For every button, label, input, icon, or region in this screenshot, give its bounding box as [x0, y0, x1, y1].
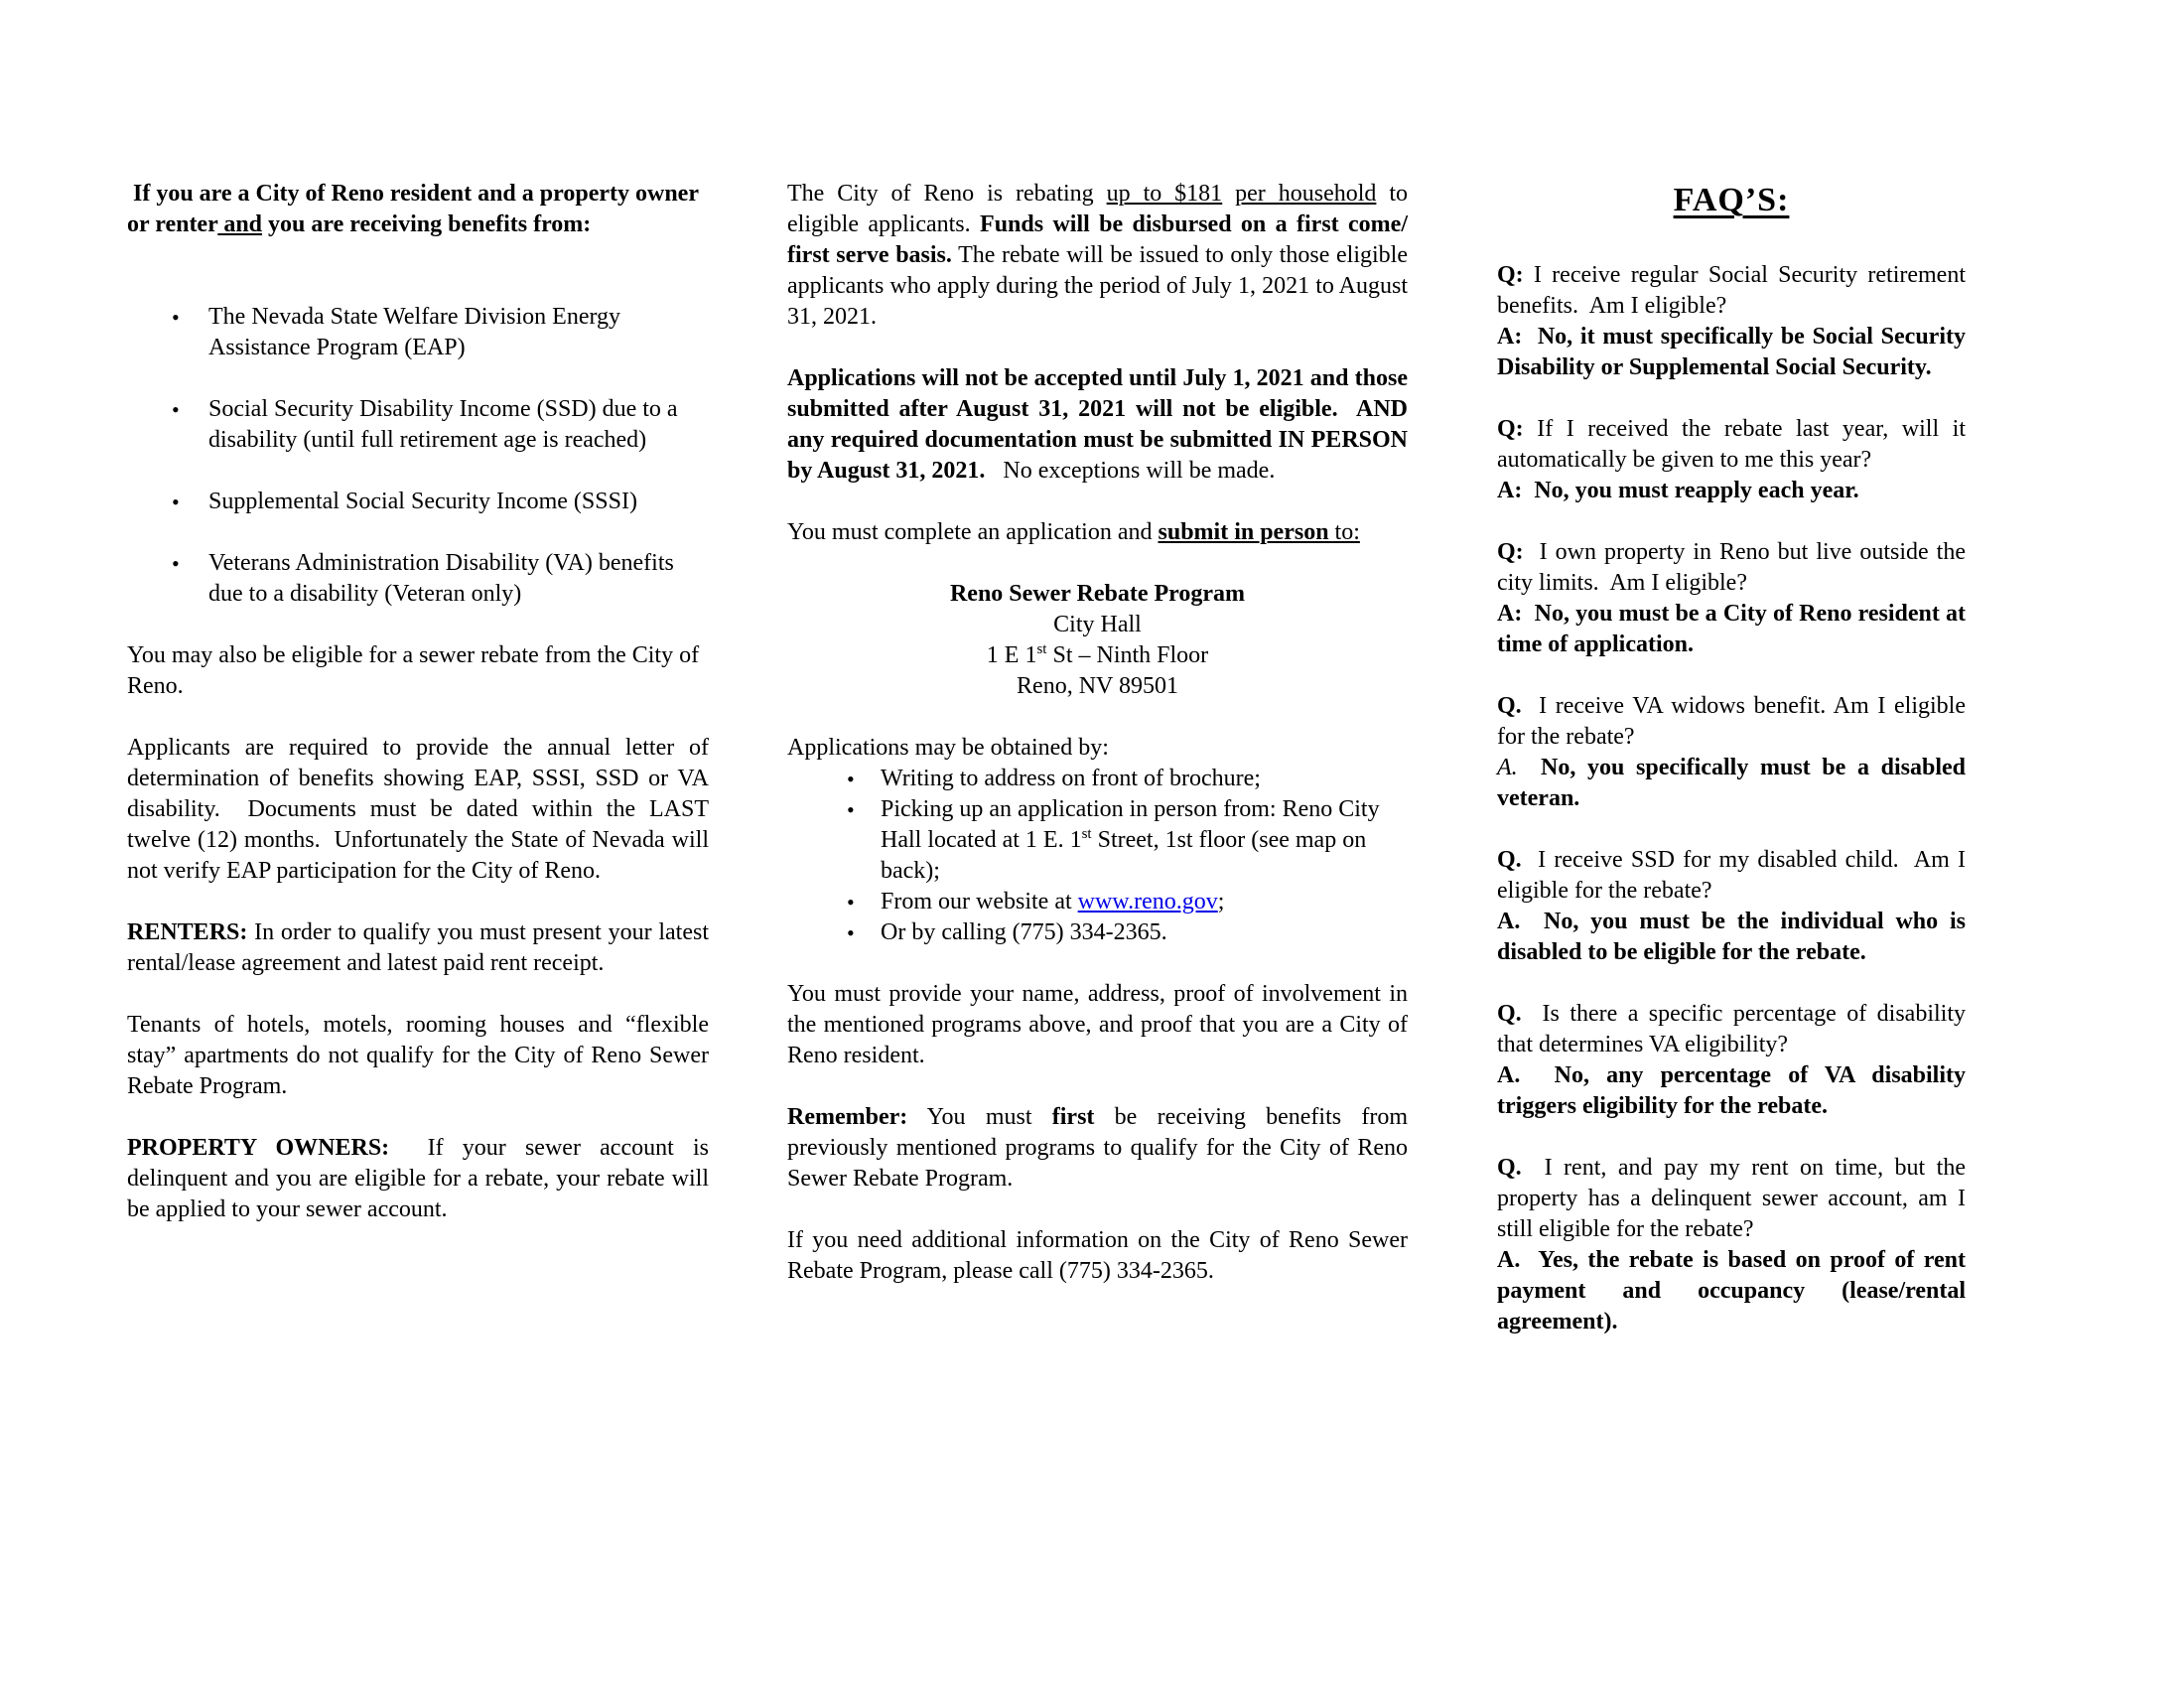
text-segment: A. Yes, the rebate is based on proof of rent payment and occupancy (lease/rental agreement).: [1497, 1247, 1966, 1335]
bullet-text: [208, 302, 709, 363]
text-segment: If your sewer account is delinquent and you are eligible for a rebate, your rebate will be applied to your sewer account.: [127, 1135, 709, 1222]
text-segment: A: No, you must be a City of Reno resident at time of application.: [1497, 601, 1966, 657]
text-segment: Reno Sewer Rebate Program: [949, 581, 1246, 607]
program-address: [787, 579, 1408, 702]
text-segment: Veterans Administration Disability (VA) benefits due to a disability (Veteran only): [208, 550, 674, 607]
text-segment: I rent, and pay my rent on time, but the property has a delinquent sewer account, am I still eligible for the rebate?: [1497, 1155, 1966, 1242]
text-segment: Is there a specific percentage of disability that determines VA eligibility?: [1497, 1001, 1966, 1057]
text-segment: You must provide your name, address, proof of involvement in the mentioned programs above, and proof that you are a City of Reno resident.: [787, 981, 1408, 1068]
text-segment: [1518, 755, 1541, 780]
text-segment: A: No, you must reapply each year.: [1497, 478, 1859, 503]
faq4-answer: [1497, 753, 1966, 814]
property-owners-note: [127, 1133, 709, 1225]
column-application: [787, 179, 1408, 1318]
bullet-text: [881, 887, 1408, 917]
tenants-note: [127, 1010, 709, 1102]
text-segment: 1 E 1: [986, 642, 1037, 668]
submit-instruction: [787, 517, 1408, 548]
text-segment: Q.: [1497, 693, 1522, 719]
bullet-item: [787, 794, 1408, 887]
faq1-answer: [1497, 322, 1966, 383]
text-segment: A: No, it must specifically be Social Security Disability or Supplemental Social Security.: [1497, 324, 1966, 380]
text-segment: Funds will be disbursed on a first come/ first serve basis.: [787, 211, 1408, 268]
bullet-text: [881, 917, 1408, 948]
faq7-answer: [1497, 1245, 1966, 1337]
text-segment: Q.: [1497, 1001, 1522, 1027]
faq3-question: [1497, 537, 1966, 599]
text-segment: I receive SSD for my disabled child. Am I eligible for the rebate?: [1497, 847, 1966, 904]
text-segment: first: [1051, 1104, 1095, 1130]
text-segment: submit in person: [1158, 519, 1329, 545]
documentation-requirements: [127, 733, 709, 887]
column-eligibility: [127, 179, 709, 1256]
text-segment: St – Ninth Floor: [1046, 642, 1209, 668]
text-segment: Tenants of hotels, motels, rooming houses and “flexible stay” apartments do not qualify for the City of Reno Sewer Rebate Program.: [127, 1012, 709, 1099]
bullet-item: [127, 548, 709, 610]
text-segment: I receive VA widows benefit. Am I eligible for the rebate?: [1497, 693, 1966, 750]
text-segment: Supplemental Social Security Income (SSSI): [208, 489, 637, 514]
bullet-item: [787, 887, 1408, 917]
text-segment: you are receiving benefits from:: [262, 211, 592, 237]
bullet-icon: •: [172, 490, 180, 514]
text-segment: Social Security Disability Income (SSD) due to a disability (until full retirement age is reached): [208, 396, 678, 453]
remember-note: [787, 1102, 1408, 1195]
text-segment: You must: [907, 1104, 1052, 1130]
bullet-icon: •: [172, 305, 180, 330]
bullet-icon: •: [172, 551, 180, 576]
text-segment: If you need additional information on the City of Reno Sewer Rebate Program, please call (775) 334-2365.: [787, 1227, 1408, 1284]
faq-heading: [1497, 179, 1966, 222]
bullet-item: [127, 487, 709, 517]
text-segment: Q:: [1497, 539, 1524, 565]
bullet-text: [208, 394, 709, 456]
text-segment: I own property in Reno but live outside the city limits. Am I eligible?: [1497, 539, 1966, 596]
text-segment: A. No, any percentage of VA disability triggers eligibility for the rebate.: [1497, 1062, 1966, 1119]
text-segment: st: [1081, 826, 1092, 842]
bullet-text: [881, 794, 1408, 887]
bullet-text: [881, 764, 1408, 794]
text-segment: Q.: [1497, 847, 1522, 873]
text-segment: Applications will not be accepted until July 1, 2021 and those submitted after August 31, 2021 will not be eligible. AND any required documentation must be submitted IN PERSON by August 31, 2021.: [787, 365, 1408, 484]
reno-website-link[interactable]: www.reno.gov: [1077, 889, 1218, 914]
text-segment: Applications may be obtained by:: [787, 735, 1109, 761]
text-segment: A. No, you must be the individual who is disabled to be eligible for the rebate.: [1497, 909, 1966, 965]
text-segment: Q.: [1497, 1155, 1522, 1181]
text-segment: Q:: [1497, 262, 1524, 288]
bullet-icon: •: [847, 797, 855, 822]
benefit-programs-list: [127, 302, 709, 610]
text-segment: Remember:: [787, 1104, 908, 1130]
bullet-text: [208, 548, 709, 610]
text-segment: Street, 1st floor (see map on back);: [881, 827, 1367, 884]
text-segment: If you are a City of Reno resident and a property owner or renter: [127, 181, 699, 237]
additional-info-note: [787, 1225, 1408, 1287]
text-segment: Reno, NV 89501: [1017, 673, 1178, 699]
text-segment: PROPERTY OWNERS:: [127, 1135, 390, 1161]
bullet-item: [787, 764, 1408, 794]
bullet-icon: •: [172, 397, 180, 422]
text-segment: City Hall: [1053, 612, 1142, 637]
text-segment: ;: [1217, 889, 1225, 914]
faq3-answer: [1497, 599, 1966, 660]
text-segment: The City of Reno is rebating: [787, 181, 1107, 207]
application-deadline-notice: [787, 363, 1408, 487]
text-segment: Or by calling (775) 334-2365.: [881, 919, 1167, 945]
faq4-question: [1497, 691, 1966, 753]
address-line: [787, 640, 1408, 671]
text-segment: From our website at: [881, 889, 1078, 914]
text-segment: Q:: [1497, 416, 1524, 442]
text-segment: to:: [1328, 519, 1360, 545]
address-line: [787, 610, 1408, 640]
bullet-icon: •: [847, 920, 855, 945]
text-segment: to eligible applicants.: [787, 181, 1409, 237]
bullet-item: [787, 917, 1408, 948]
eligibility-intro-heading: [127, 179, 709, 240]
text-segment: [1222, 181, 1235, 207]
text-segment: up to $181: [1106, 181, 1223, 207]
bullet-icon: •: [847, 767, 855, 791]
text-segment: be receiving benefits from previously mentioned programs to qualify for the City of Reno Sewer Rebate Program.: [787, 1104, 1409, 1192]
address-line: [787, 579, 1408, 610]
obtain-applications-list: [787, 764, 1408, 948]
text-segment: The rebate will be issued to only those eligible applicants who apply during the period of July 1, 2021 to August 31, 2021.: [787, 242, 1408, 330]
text-segment: Applicants are required to provide the annual letter of determination of benefits showing EAP, SSSI, SSD or VA disability. Documents must be dated within the LAST twelve (12) months. Unfortunately the State of Nevada will not verify EAP participation for the City of Reno.: [127, 735, 709, 884]
bullet-text: [208, 487, 709, 517]
text-segment: and: [217, 211, 263, 237]
faq6-answer: [1497, 1060, 1966, 1122]
address-line: [787, 671, 1408, 702]
faq2-question: [1497, 414, 1966, 476]
text-segment: You must complete an application and: [787, 519, 1159, 545]
text-segment: If I received the rebate last year, will it automatically be given to me this year?: [1497, 416, 1966, 473]
bullet-item: [127, 302, 709, 363]
text-segment: Picking up an application in person from: Reno City Hall located at 1 E. 1: [881, 796, 1380, 853]
text-segment: A.: [1497, 755, 1518, 780]
faq6-question: [1497, 999, 1966, 1060]
faq7-question: [1497, 1153, 1966, 1245]
obtain-applications-intro: [787, 733, 1408, 764]
rebate-overview: [787, 179, 1408, 333]
text-segment: Writing to address on front of brochure;: [881, 766, 1261, 791]
text-segment: No, you specifically must be a disabled veteran.: [1497, 755, 1967, 811]
text-segment: FAQ’S:: [1673, 182, 1790, 218]
text-segment: st: [1036, 641, 1047, 657]
bullet-item: [127, 394, 709, 456]
text-segment: RENTERS:: [127, 919, 248, 945]
text-segment: I receive regular Social Security retirement benefits. Am I eligible?: [1497, 262, 1966, 319]
text-segment: In order to qualify you must present your latest rental/lease agreement and latest paid rent receipt.: [127, 919, 709, 976]
text-segment: per household: [1235, 181, 1377, 207]
sewer-rebate-note: [127, 640, 709, 702]
required-info-note: [787, 979, 1408, 1071]
faq2-answer: [1497, 476, 1966, 506]
faq5-question: [1497, 845, 1966, 907]
text-segment: You may also be eligible for a sewer rebate from the City of Reno.: [127, 642, 700, 699]
column-faq: [1497, 179, 1966, 1368]
text-segment: No exceptions will be made.: [985, 458, 1276, 484]
faq5-answer: [1497, 907, 1966, 968]
text-segment: The Nevada State Welfare Division Energy Assistance Program (EAP): [208, 304, 621, 360]
bullet-icon: •: [847, 890, 855, 914]
renters-note: [127, 917, 709, 979]
faq1-question: [1497, 260, 1966, 322]
